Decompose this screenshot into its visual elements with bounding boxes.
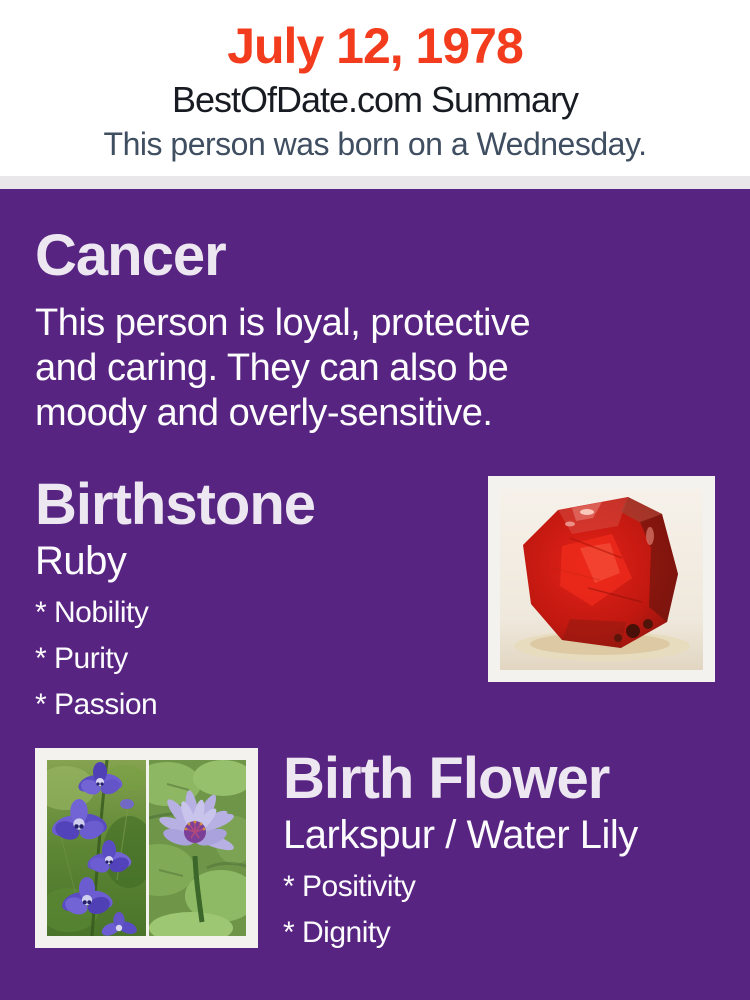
summary-body [0, 189, 750, 1000]
flower-photo-pair [47, 760, 246, 936]
ruby-photo [500, 488, 703, 670]
header [0, 0, 750, 176]
birth-flower-trait: * Positivity [283, 870, 416, 903]
birthstone-trait: * Nobility [35, 596, 149, 629]
birth-flower-name: Larkspur / Water Lily [283, 813, 638, 857]
birthstone-section [35, 472, 715, 722]
divider-bar [0, 176, 750, 189]
birth-flower-trait: * Dignity [283, 916, 391, 949]
site-summary-line: BestOfDate.com Summary [171, 78, 579, 120]
birth-flower-trait-list [283, 870, 638, 950]
zodiac-description [35, 301, 715, 436]
flower-photo-frame [35, 748, 258, 948]
birthstone-trait: * Purity [35, 642, 128, 675]
birth-flower-heading: Birth Flower [283, 746, 610, 811]
birthstone-text-column [35, 472, 488, 722]
birth-flower-section [35, 748, 715, 950]
ruby-photo-frame [488, 476, 715, 682]
larkspur-photo [47, 760, 146, 936]
zodiac-description-line: and caring. They can also be [35, 347, 509, 389]
birthstone-name: Ruby [35, 539, 127, 583]
zodiac-sign-heading: Cancer [35, 223, 226, 288]
water-lily-photo [149, 760, 246, 936]
birthstone-heading: Birthstone [35, 472, 315, 537]
zodiac-description-line: moody and overly-sensitive. [35, 392, 493, 434]
date-title: July 12, 1978 [227, 18, 523, 74]
birthstone-trait: * Passion [35, 688, 158, 721]
zodiac-description-line: This person is loyal, protective [35, 302, 531, 344]
birthstone-trait-list [35, 596, 488, 722]
zodiac-section [35, 223, 715, 436]
born-day-line: This person was born on a Wednesday. [103, 125, 647, 162]
birth-flower-text-column [283, 748, 638, 950]
